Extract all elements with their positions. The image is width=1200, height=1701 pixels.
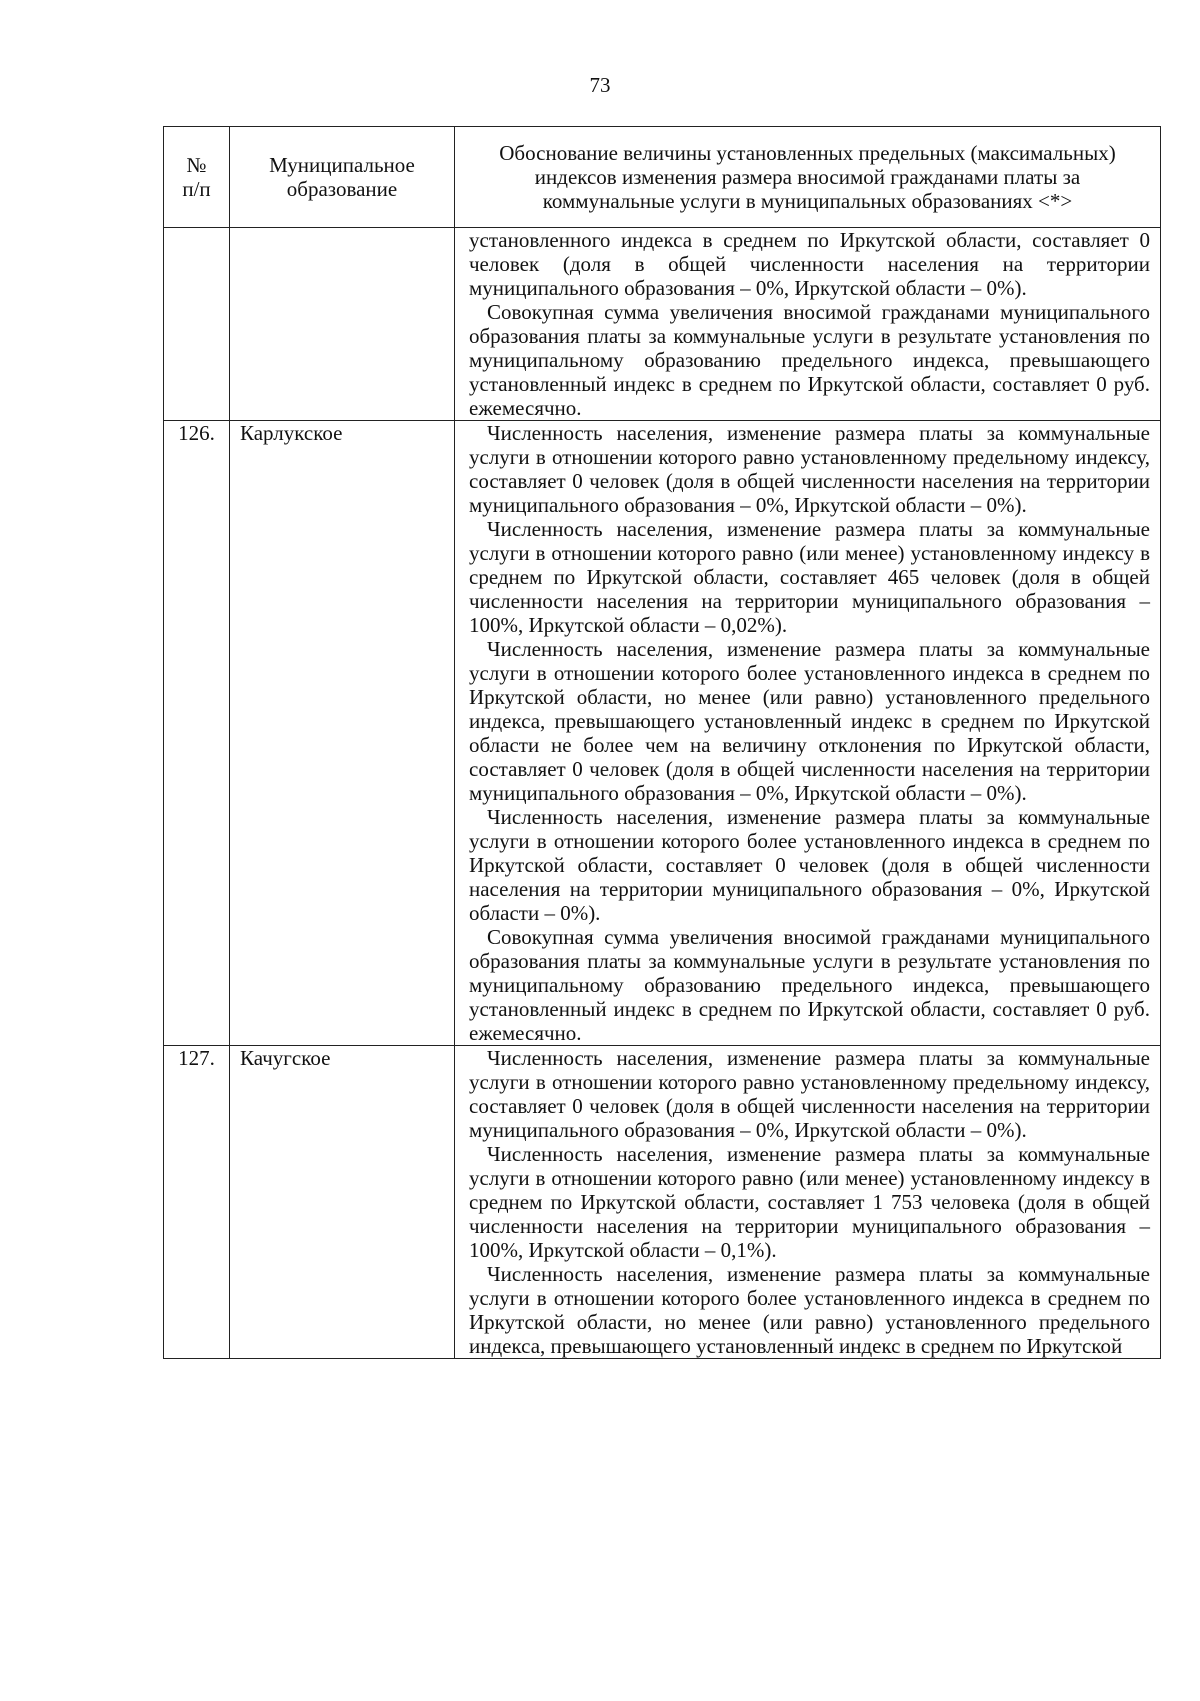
- row-justification: [455, 421, 1161, 1046]
- row-justification: [455, 228, 1161, 421]
- paragraph: Численность населения, изменение размера платы за коммунальные услуги в отношении которого более установленного индекса в среднем по Иркутской области, но менее (или равно) установленного предельного индекса, превышающего установленный индекс в среднем по Иркутской области не более чем на величину отклонения по Иркутской области, составляет 0 человек (доля в общей численности населения на территории муниципального образования – 0%, Иркутской области – 0%).: [469, 637, 1150, 805]
- header-municipality: Муниципальное образование: [230, 127, 455, 228]
- header-justification: Обоснование величины установленных предельных (максимальных) индексов изменения размера вносимой гражданами платы за коммунальные услуги в муниципальных образованиях <*>: [455, 127, 1161, 228]
- paragraph: Численность населения, изменение размера платы за коммунальные услуги в отношении которого равно (или менее) установленному индексу в среднем по Иркутской области, составляет 465 человек (доля в общей численности населения на территории муниципального образования – 100%, Иркутской области – 0,02%).: [469, 517, 1150, 637]
- row-number: 127.: [164, 1046, 230, 1359]
- row-number: 126.: [164, 421, 230, 1046]
- table-row: [164, 1046, 1161, 1359]
- paragraph: установленного индекса в среднем по Иркутской области, составляет 0 человек (доля в общей численности населения на территории муниципального образования – 0%, Иркутской области – 0%).: [469, 228, 1150, 300]
- justification-table: [163, 126, 1161, 1359]
- page-number: 73: [589, 73, 611, 97]
- row-number: [164, 228, 230, 421]
- table-header-row: [164, 127, 1161, 228]
- row-municipality: Карлукское: [230, 421, 455, 1046]
- row-municipality: Качугское: [230, 1046, 455, 1359]
- paragraph: Численность населения, изменение размера платы за коммунальные услуги в отношении которого равно установленному предельному индексу, составляет 0 человек (доля в общей численности населения на территории муниципального образования – 0%, Иркутской области – 0%).: [469, 421, 1150, 517]
- table-row: [164, 228, 1161, 421]
- paragraph: Численность населения, изменение размера платы за коммунальные услуги в отношении которого равно установленному предельному индексу, составляет 0 человек (доля в общей численности населения на территории муниципального образования – 0%, Иркутской области – 0%).: [469, 1046, 1150, 1142]
- row-justification: [455, 1046, 1161, 1359]
- paragraph: Численность населения, изменение размера платы за коммунальные услуги в отношении которого более установленного индекса в среднем по Иркутской области, составляет 0 человек (доля в общей численности населения на территории муниципального образования – 0%, Иркутской области – 0%).: [469, 805, 1150, 925]
- paragraph: Совокупная сумма увеличения вносимой гражданами муниципального образования платы за коммунальные услуги в результате установления по муниципальному образованию предельного индекса, превышающего установленный индекс в среднем по Иркутской области, составляет 0 руб. ежемесячно.: [469, 925, 1150, 1045]
- paragraph: Численность населения, изменение размера платы за коммунальные услуги в отношении которого более установленного индекса в среднем по Иркутской области, но менее (или равно) установленного предельного индекса, превышающего установленный индекс в среднем по Иркутской: [469, 1262, 1150, 1358]
- header-num: № п/п: [164, 127, 230, 228]
- paragraph: Численность населения, изменение размера платы за коммунальные услуги в отношении которого равно (или менее) установленному индексу в среднем по Иркутской области, составляет 1 753 человека (доля в общей численности населения на территории муниципального образования – 100%, Иркутской области – 0,1%).: [469, 1142, 1150, 1262]
- row-municipality: [230, 228, 455, 421]
- table-row: [164, 421, 1161, 1046]
- paragraph: Совокупная сумма увеличения вносимой гражданами муниципального образования платы за коммунальные услуги в результате установления по муниципальному образованию предельного индекса, превышающего установленный индекс в среднем по Иркутской области, составляет 0 руб. ежемесячно.: [469, 300, 1150, 420]
